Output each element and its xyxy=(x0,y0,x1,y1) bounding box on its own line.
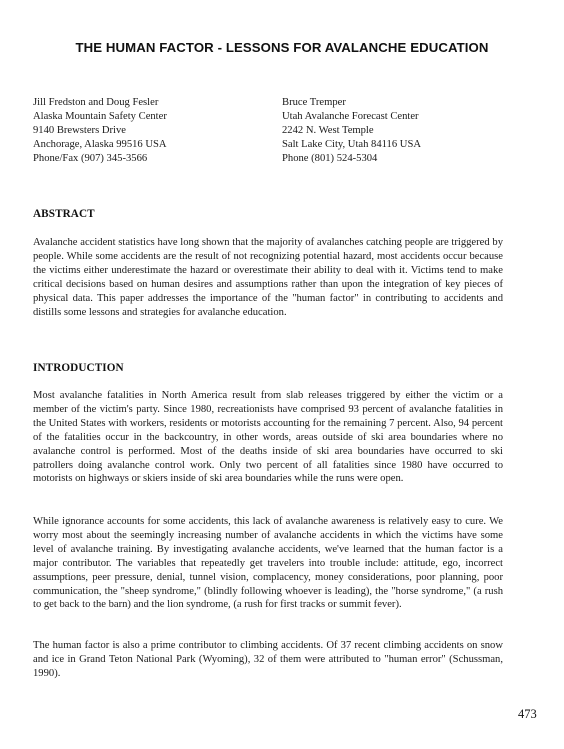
introduction-paragraph-2: While ignorance accounts for some accidents, this lack of avalanche awareness is relatively easy to cure. We worry most about the seemingly increasing number of avalanche accidents in which the victims have some level of avalanche training. By investigating avalanche accidents, we've learned that the human factor is a major contributor. The variables that repeatedly get travelers into trouble include: attitude, ego, incorrect assumptions, peer pressure, denial, tunnel vision, complacency, money considerations, poor planning, poor communication, the "sheep syndrome," (blindly following whoever is leading), the "horse syndrome," (a rush to get back to the barn) and the lion syndrome, (a rush for first tracks or summit fever). xyxy=(33,516,503,611)
author-block-left xyxy=(33,96,263,166)
page-number: 473 xyxy=(518,707,537,721)
author-organization: Alaska Mountain Safety Center xyxy=(33,110,167,122)
introduction-paragraph-1: Most avalanche fatalities in North America result from slab releases triggered by either the victim or a member of the victim's party. Since 1980, recreationists have comprised 93 percent of avalanche fatalities in the United States with workers, residents or motorists accounting for the remaining 7 percent. Also, 94 percent of the fatalities occur in the backcountry, in other words, areas outside of ski area boundaries where no avalanche control is performed. Most of the deaths inside of ski area boundaries have occurred to ski patrollers doing avalanche control work. Only two percent of all fatalities since 1980 have occurred to motorists on highways or skiers inside of ski area boundaries while the runs were open. xyxy=(33,390,503,485)
introduction-heading: INTRODUCTION xyxy=(33,362,124,374)
abstract-paragraph: Avalanche accident statistics have long shown that the majority of avalanches catching people are triggered by people. While some accidents are the result of not recognizing potential hazard, most accidents occur because the victims either underestimate the hazard or overestimate their ability to deal with it. Victims tend to make critical decisions based on human desires and assumptions rather than upon the integration of key pieces of physical data. This paper addresses the importance of the "human factor" in contributing to accidents and distills some lessons and strategies for avalanche education. xyxy=(33,237,503,318)
author-names: Bruce Tremper xyxy=(282,97,346,108)
author-street: 2242 N. West Temple xyxy=(282,124,374,136)
author-organization: Utah Avalanche Forecast Center xyxy=(282,110,419,122)
author-names: Jill Fredston and Doug Fesler xyxy=(33,97,159,108)
author-phone: Phone (801) 524-5304 xyxy=(282,152,378,164)
abstract-heading: ABSTRACT xyxy=(33,208,95,220)
author-block-right xyxy=(282,96,522,166)
author-street: 9140 Brewsters Drive xyxy=(33,124,126,136)
author-city: Anchorage, Alaska 99516 USA xyxy=(33,138,167,150)
author-city: Salt Lake City, Utah 84116 USA xyxy=(282,138,421,150)
introduction-paragraph-3: The human factor is also a prime contributor to climbing accidents. Of 37 recent climbing accidents on snow and ice in Grand Teton National Park (Wyoming), 32 of them were attributed to "human error" (Schussman, 1990). xyxy=(33,640,503,679)
author-phone: Phone/Fax (907) 345-3566 xyxy=(33,152,148,164)
paper-title: THE HUMAN FACTOR - LESSONS FOR AVALANCHE EDUCATION xyxy=(75,40,489,55)
